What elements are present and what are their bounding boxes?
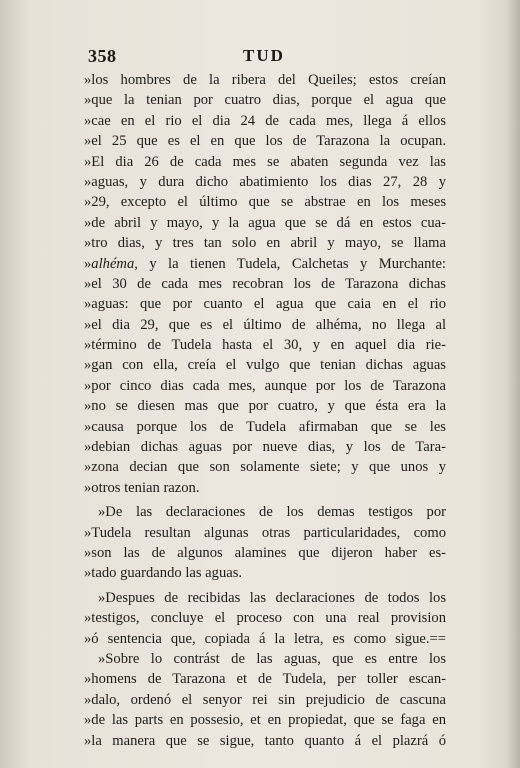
text-line: »término de Tudela hasta el 30, y en aquel dia rie- — [84, 337, 446, 354]
text-line: »Tudela resultan algunas otras particularidades, como — [84, 524, 446, 541]
text-line: »el 30 de cada mes recobran los de Tarazona dichas — [84, 275, 446, 292]
text-line: »ó sentencia que, copiada á la letra, es como sigue.== — [84, 630, 446, 647]
text-line: »los hombres de la ribera del Queiles; estos creían — [84, 72, 446, 88]
text-line: »causa porque los de Tudela afirmaban que se les — [84, 418, 446, 435]
text-line: »el 25 que es el en que los de Tarazona la ocupan. — [84, 133, 446, 150]
page-header — [88, 46, 444, 66]
text-line: »Despues de recibidas las declaraciones de todos los — [98, 589, 446, 606]
text-line: »la manera que se sigue, tanto quanto á el plazrá ó — [84, 732, 446, 749]
text-line: »De las declaraciones de los demas testigos por — [98, 504, 446, 521]
text-line: »29, excepto el último que se abstrae en los meses — [84, 194, 446, 211]
text-line: »zona decian que son solamente siete; y que unos y — [84, 459, 446, 476]
page-edge-shadow — [506, 0, 520, 768]
text-line: »El dia 26 de cada mes se abaten segunda vez las — [84, 153, 446, 170]
text-line: »testigos, concluye el proceso con una real provision — [84, 610, 446, 627]
text-line: »el dia 29, que es el último de alhéma, no llega al — [84, 316, 446, 333]
text-line: »que la tenian por cuatro dias, porque el agua que — [84, 92, 446, 109]
text-line: »dalo, ordenó el senyor rei sin prejudicio de cascuna — [84, 691, 446, 708]
line-rest: y la tienen Tudela, Calchetas y Murchante: — [137, 255, 446, 272]
text-line: »de las parts en possesio, et en propiedat, que se faga en — [84, 712, 446, 729]
text-line: »Sobre lo contrást de las aguas, que es entre los — [98, 650, 446, 667]
page-number: 358 — [88, 46, 117, 66]
text-line: »son las de algunos alamines que dijeron haber es- — [84, 544, 446, 561]
text-line: »de abril y mayo, y la agua que se dá en estos cua- — [84, 214, 446, 231]
text-line: »aguas, y dura dicho abatimiento los dias 27, 28 y — [84, 173, 446, 190]
running-head: TUD — [243, 46, 285, 65]
text-line: »debian dichas aguas por nueve dias, y los de Tara- — [84, 439, 446, 456]
text-line: »no se diesen mas que por cuatro, y que ésta era la — [84, 398, 446, 415]
text-line: »gan con ella, creía el vulgo que tenian dichas aguas — [84, 357, 446, 374]
italic-term: alhéma, — [91, 255, 138, 272]
body-text — [84, 70, 446, 751]
text-line: »cae en el rio el dia 24 de cada mes, llega á ellos — [84, 112, 446, 129]
text-line: »tado guardando las aguas. — [84, 565, 243, 582]
text-line: »otros tenian razon. — [84, 479, 200, 496]
text-line-mixed — [84, 254, 446, 274]
text-line: »tro dias, y tres tan solo en abril y mayo, se llama — [84, 235, 446, 252]
line-quote-mark: » — [84, 255, 92, 272]
text-line: »aguas: que por cuanto el agua que caia en el rio — [84, 296, 446, 313]
text-line: »homens de Tarazona et de Tudela, per toller escan- — [84, 671, 446, 688]
text-line: »por cinco dias cada mes, aunque por los de Tarazona — [84, 377, 446, 394]
